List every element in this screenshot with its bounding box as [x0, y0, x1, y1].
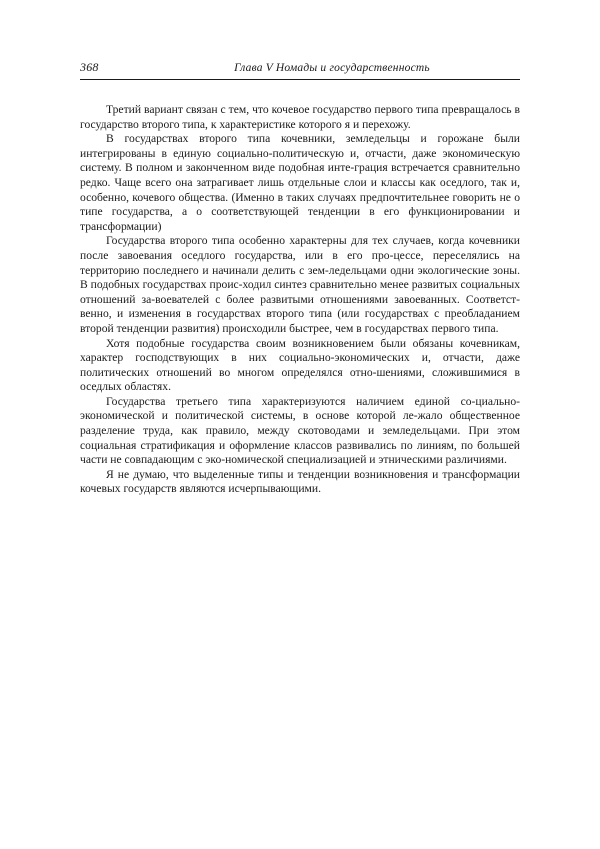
- header-divider: [80, 79, 520, 80]
- paragraph: В государствах второго типа кочевники, земледельцы и горожане были интегрированы в единую социально-политическую и, отчасти, даже экономическую систему. В полном и законченном виде подобная инте-грация встречается сравнительно редко. Чаще всего она затрагивает лишь отдельные слои и классы как оседлого, так и, особенно, кочевого общества. (Именно в таких случаях предпочтительнее говорить не о типе государства, а о соответствующей тенденции в его функционировании и трансформации): [80, 132, 520, 233]
- page-number: 368: [80, 60, 99, 74]
- paragraph: Государства третьего типа характеризуются наличием единой со-циально-экономической и политической системы, в основе которой ле-жало общественное разделение труда, как правило, между скотоводами и земледельцами. При этом социальная стратификация и оформление классов развивались по линиям, по большей части не совпадающим с эко-номической специализацией и этническими различиями.: [80, 394, 520, 467]
- page-header: [80, 60, 520, 75]
- paragraph: Государства второго типа особенно характерны для тех случаев, когда кочевники после завоевания оседлого государства, или в его про-цессе, переселялись на территорию последнего и начинали делить с зем-ледельцами одни экологические зоны. В подобных государствах проис-ходил синтез сравнительно менее развитых социальных отношений за-воевателей с более развитыми отношениями завоеванных. Соответст-венно, и изменения в государствах второго типа (или государствах с преобладанием второй тенденции развития) происходили быстрее, чем в государствах первого типа.: [80, 234, 520, 335]
- body-text: [80, 103, 520, 497]
- paragraph: Третий вариант связан с тем, что кочевое государство первого типа превращалось в государство второго типа, к характеристике которого я и перехожу.: [80, 103, 520, 131]
- paragraph: Я не думаю, что выделенные типы и тенденции возникновения и трансформации кочевых государств являются исчерпывающими.: [80, 467, 520, 496]
- paragraph: Хотя подобные государства своим возникновением были обязаны кочевникам, характер господствующих в них социально-экономических и, отчасти, даже политических отношений во многом определялся отно-шениями, сложившимися в оседлых областях.: [80, 336, 520, 394]
- running-title: Глава V Номады и государственность: [234, 62, 430, 74]
